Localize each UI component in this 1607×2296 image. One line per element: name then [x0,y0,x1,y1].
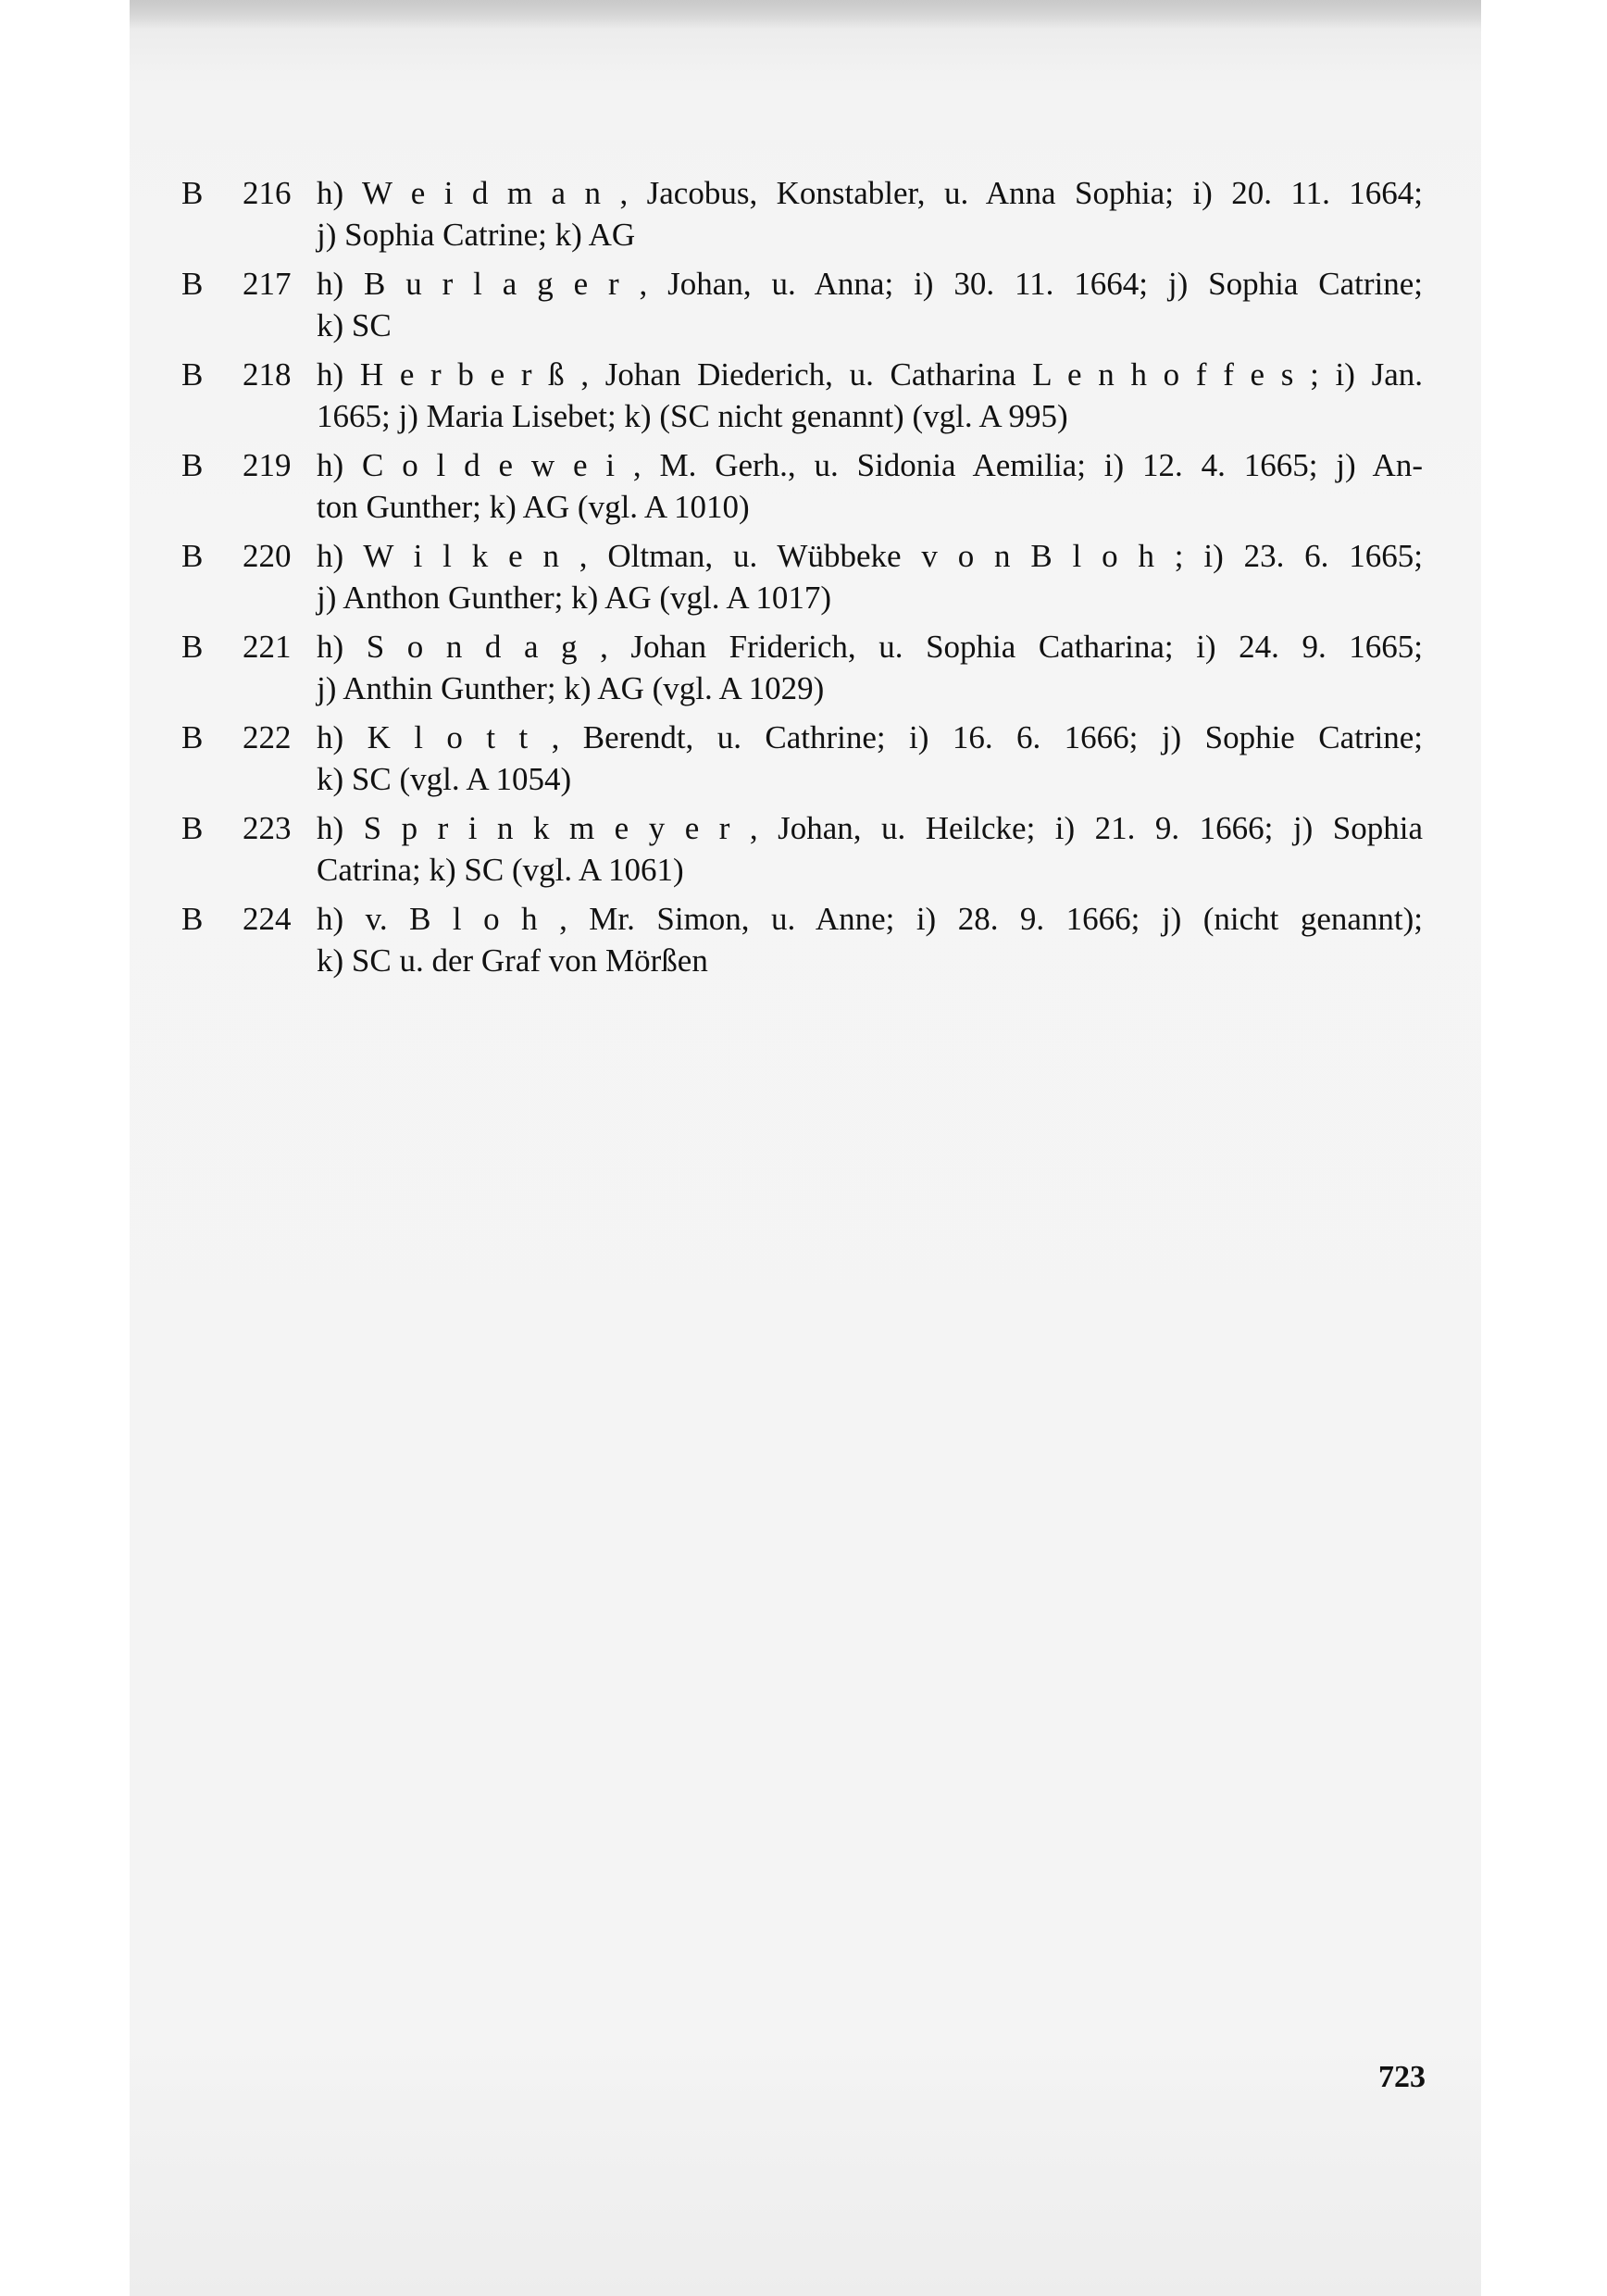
entry-text [317,444,1423,528]
entry-series: B [181,447,204,483]
entry-series: B [181,538,204,574]
entry-text [317,626,1423,709]
entry-number: 220 [243,538,292,574]
entry-number: 224 [243,901,292,937]
list-item [0,891,1607,981]
entry-line: j) Sophia Catrine; k) AG [317,217,636,253]
entry-series: B [181,175,204,211]
entry-series: B [181,901,204,937]
entry-line: h) K l o t t , Berendt, u. Cathrine; i) 16. 6. 1666; j) Sophie Catrine; [317,719,1423,755]
entry-text [317,717,1423,800]
entry-text [317,354,1423,437]
entry-line: ton Gunther; k) AG (vgl. A 1010) [317,489,750,525]
entry-number: 223 [243,810,292,846]
entry-text [317,172,1423,256]
list-item [0,709,1607,800]
entry-line: Catrina; k) SC (vgl. A 1061) [317,852,684,888]
entry-text [317,898,1423,981]
entry-text [317,535,1423,618]
list-item [0,437,1607,528]
entry-line: j) Anthon Gunther; k) AG (vgl. A 1017) [317,580,832,616]
entry-line: 1665; j) Maria Lisebet; k) (SC nicht genannt) (vgl. A 995) [317,398,1068,434]
list-item [0,256,1607,346]
entry-series: B [181,266,204,302]
entry-line: h) B u r l a g e r , Johan, u. Anna; i) 30. 11. 1664; j) Sophia Catrine; [317,266,1423,302]
entry-line: h) W i l k e n , Oltman, u. Wübbeke v o n B l o h ; i) 23. 6. 1665; [317,538,1423,574]
entry-line: h) H e r b e r ß , Johan Diederich, u. Catharina L e n h o f f e s ; i) Jan. [317,356,1423,393]
list-item [0,165,1607,256]
page-number: 723 [1378,2060,1426,2094]
entry-line: k) SC [317,307,392,343]
entry-text [317,263,1423,346]
entry-line: k) SC (vgl. A 1054) [317,761,572,797]
entry-line: h) S p r i n k m e y e r , Johan, u. Heilcke; i) 21. 9. 1666; j) Sophia [317,810,1423,846]
entry-number: 221 [243,629,292,665]
entry-number: 218 [243,356,292,393]
entry-number: 219 [243,447,292,483]
entry-list [0,165,1607,981]
entry-series: B [181,629,204,665]
entry-line: h) S o n d a g , Johan Friderich, u. Sophia Catharina; i) 24. 9. 1665; [317,629,1423,665]
entry-line: k) SC u. der Graf von Mörßen [317,942,708,979]
entry-series: B [181,810,204,846]
entry-number: 216 [243,175,292,211]
entry-line: h) C o l d e w e i , M. Gerh., u. Sidonia Aemilia; i) 12. 4. 1665; j) An- [317,447,1423,483]
list-item [0,528,1607,618]
entry-line: h) v. B l o h , Mr. Simon, u. Anne; i) 28. 9. 1666; j) (nicht genannt); [317,901,1423,937]
scan-edge-shadow [130,0,1481,30]
list-item [0,618,1607,709]
entry-series: B [181,719,204,755]
entry-series: B [181,356,204,393]
entry-number: 222 [243,719,292,755]
entry-number: 217 [243,266,292,302]
list-item [0,346,1607,437]
list-item [0,800,1607,891]
entry-line: j) Anthin Gunther; k) AG (vgl. A 1029) [317,670,825,706]
entry-text [317,807,1423,891]
entry-line: h) W e i d m a n , Jacobus, Konstabler, u. Anna Sophia; i) 20. 11. 1664; [317,175,1423,211]
